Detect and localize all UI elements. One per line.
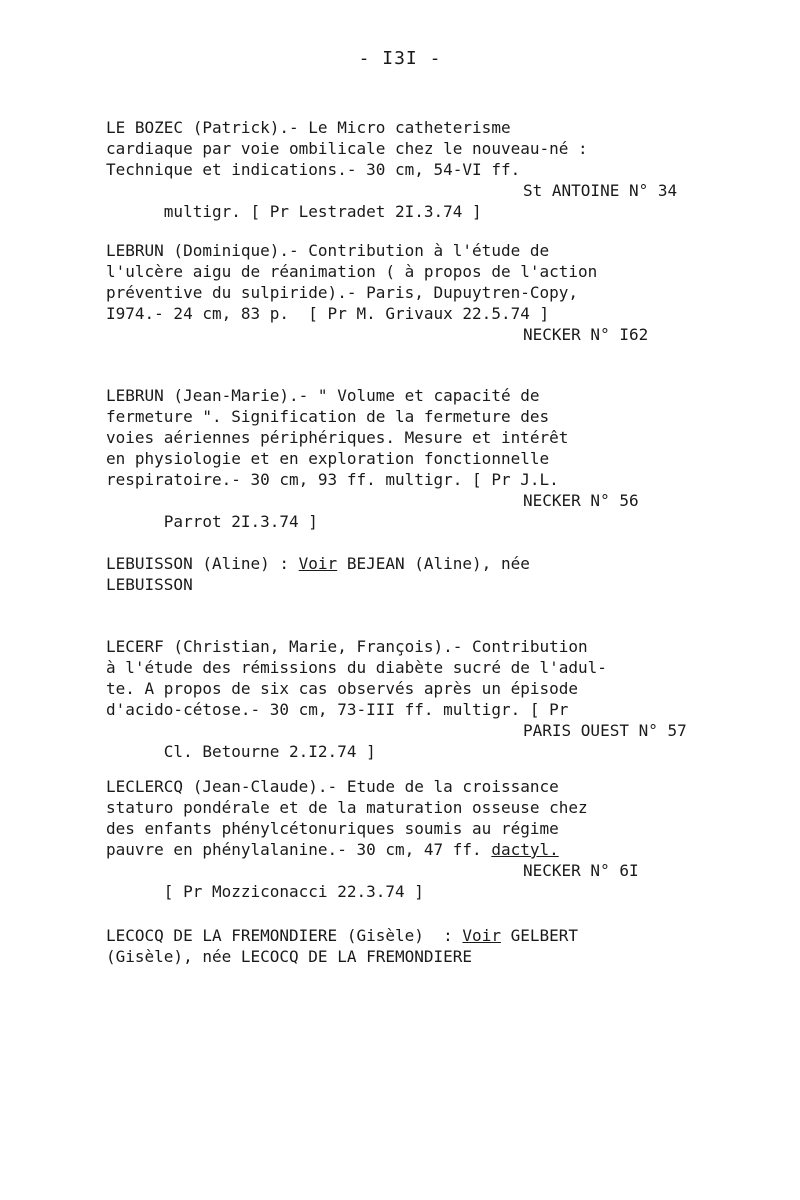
entry-location-line xyxy=(106,324,649,345)
entry-line: voies aériennes périphériques. Mesure et intérêt xyxy=(106,428,569,447)
entry-line: à l'étude des rémissions du diabète sucré de l'adul- xyxy=(106,658,607,677)
bibliography-entry-leclercq xyxy=(106,776,639,901)
entry-line: respiratoire.- 30 cm, 93 ff. multigr. [ Pr J.L. xyxy=(106,470,559,489)
page-number: - I3I - xyxy=(358,48,442,69)
entry-line: staturo pondérale et de la maturation osseuse chez xyxy=(106,798,588,817)
entry-line: LECERF (Christian, Marie, François).- Contribution xyxy=(106,637,588,656)
entry-text: BEJEAN (Aline), née xyxy=(337,554,530,573)
entry-line: LE BOZEC (Patrick).- Le Micro catheterisme xyxy=(106,118,511,137)
entry-line: fermeture ". Signification de la fermeture des xyxy=(106,407,550,426)
entry-location: NECKER N° I62 xyxy=(523,325,649,344)
entry-line: des enfants phénylcétonuriques soumis au régime xyxy=(106,819,559,838)
bibliography-entry-lebuisson xyxy=(106,553,530,595)
entry-line: l'ulcère aigu de réanimation ( à propos de l'action xyxy=(106,262,598,281)
entry-location: NECKER N° 6I xyxy=(523,861,639,880)
bibliography-entry-lebrun-dominique xyxy=(106,240,649,345)
bibliography-entry-lecerf xyxy=(106,636,687,761)
entry-location: PARIS OUEST N° 57 xyxy=(523,721,687,740)
entry-line: (Gisèle), née LECOCQ DE LA FREMONDIERE xyxy=(106,947,473,966)
entry-line: te. A propos de six cas observés après un épisode xyxy=(106,679,579,698)
entry-text: LEBUISSON (Aline) : xyxy=(106,554,299,573)
entry-text: GELBERT xyxy=(500,926,579,945)
entry-line-last xyxy=(106,860,639,901)
entry-text: multigr. [ Pr Lestradet 2I.3.74 ] xyxy=(163,202,482,221)
see-reference: Voir xyxy=(298,554,338,573)
bibliography-entry-lecocq xyxy=(106,925,578,967)
entry-line: d'acido-cétose.- 30 cm, 73-III ff. multigr. [ Pr xyxy=(106,700,569,719)
see-reference: Voir xyxy=(462,926,501,945)
entry-location: NECKER N° 56 xyxy=(523,491,639,510)
bibliography-entry-lebrun-jean-marie xyxy=(106,385,639,531)
entry-line-last xyxy=(106,720,687,761)
entry-text: Parrot 2I.3.74 ] xyxy=(163,512,318,531)
entry-location: St ANTOINE N° 34 xyxy=(523,181,678,200)
entry-line: cardiaque par voie ombilicale chez le nouveau-né : xyxy=(106,139,588,158)
entry-line xyxy=(106,553,530,574)
entry-line xyxy=(106,925,578,946)
entry-text: LECOCQ DE LA FREMONDIERE (Gisèle) : xyxy=(106,926,463,945)
entry-line: préventive du sulpiride).- Paris, Dupuytren-Copy, xyxy=(106,283,579,302)
entry-line: LEBRUN (Jean-Marie).- " Volume et capacité de xyxy=(106,386,540,405)
entry-line-last xyxy=(106,490,639,531)
entry-line: LEBRUN (Dominique).- Contribution à l'étude de xyxy=(106,241,550,260)
entry-line: en physiologie et en exploration fonctionnelle xyxy=(106,449,550,468)
entry-line: LECLERCQ (Jean-Claude).- Etude de la croissance xyxy=(106,777,559,796)
bibliography-entry-le-bozec xyxy=(106,117,678,221)
format-note: dactyl. xyxy=(491,840,559,859)
entry-line-last xyxy=(106,180,678,221)
entry-text: [ Pr Mozziconacci 22.3.74 ] xyxy=(163,882,424,901)
entry-line: LEBUISSON xyxy=(106,575,193,594)
entry-line xyxy=(106,839,588,860)
entry-line: Technique et indications.- 30 cm, 54-VI ff. xyxy=(106,160,521,179)
entry-line: I974.- 24 cm, 83 p. [ Pr M. Grivaux 22.5.74 ] xyxy=(106,304,550,323)
entry-text: pauvre en phénylalanine.- 30 cm, 47 ff. xyxy=(106,840,492,859)
entry-text: Cl. Betourne 2.I2.74 ] xyxy=(163,742,376,761)
